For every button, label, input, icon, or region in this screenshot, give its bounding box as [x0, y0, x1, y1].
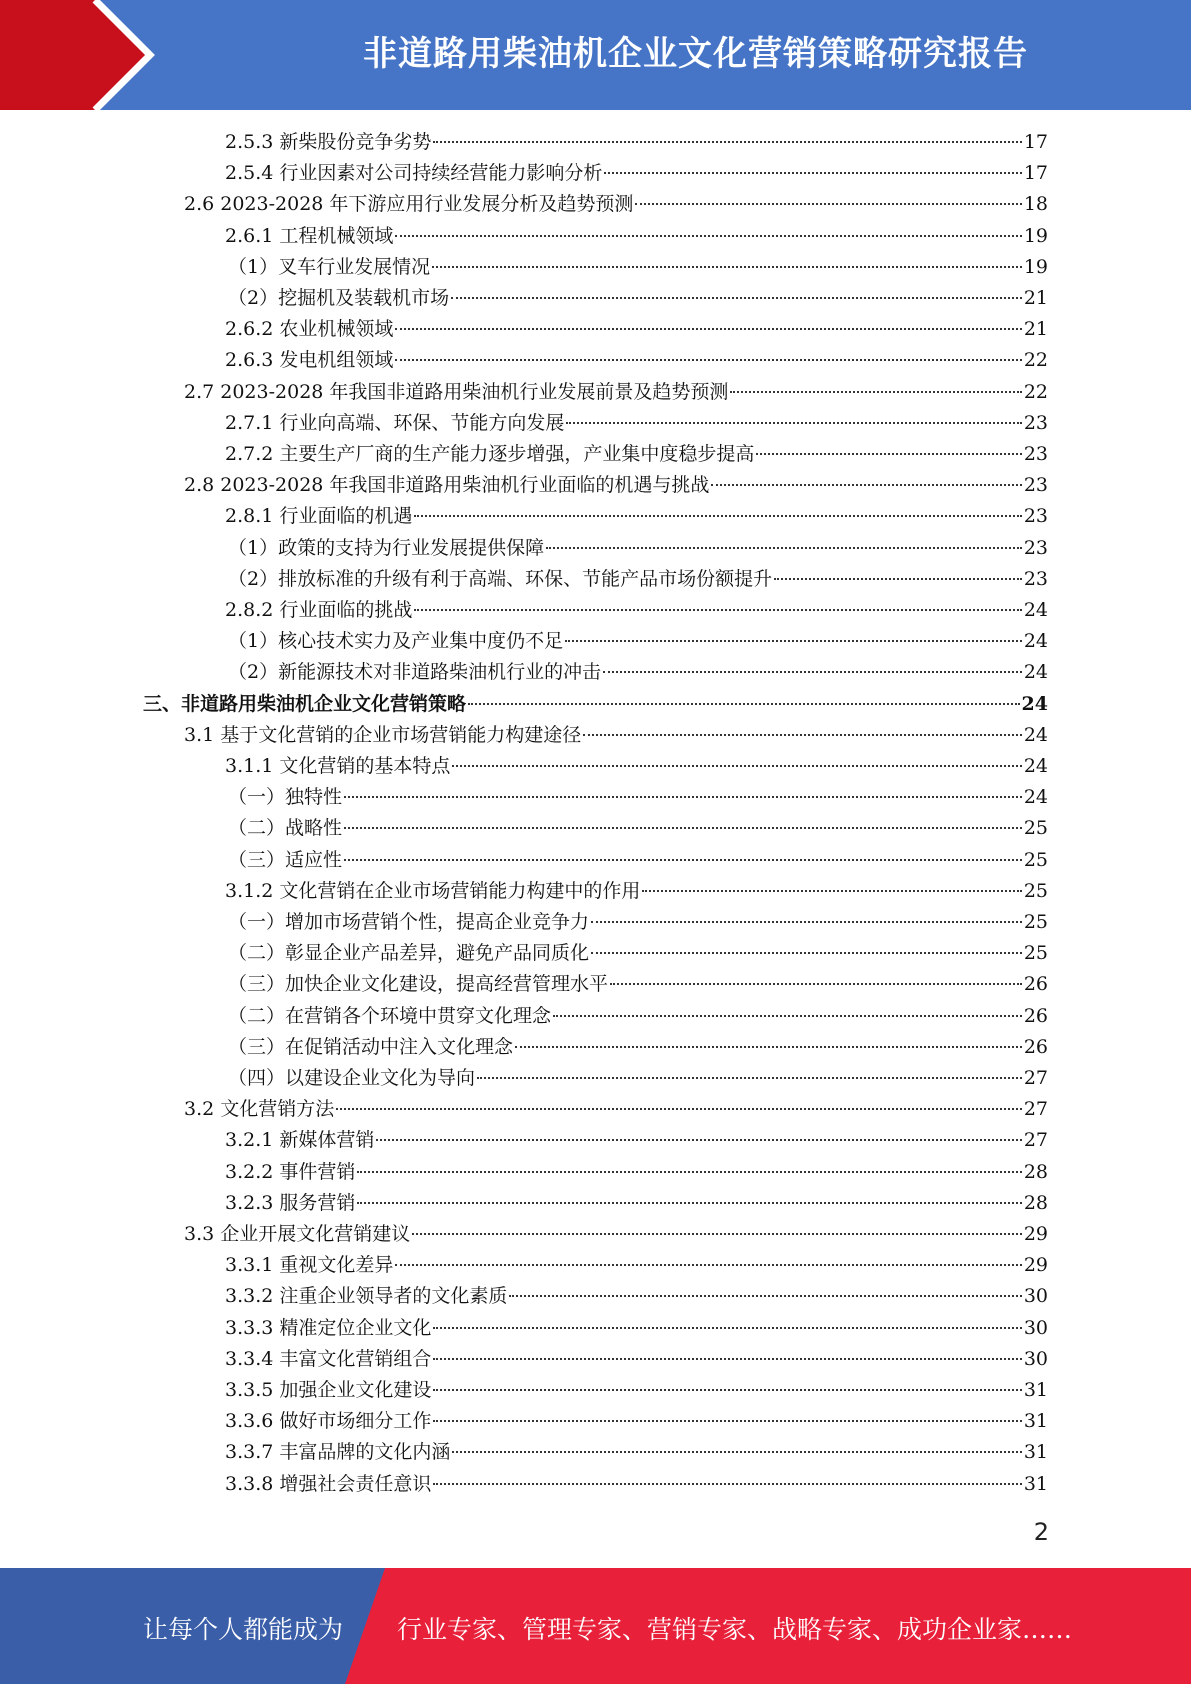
toc-entry-page: 23	[1023, 567, 1048, 590]
toc-entry-page: 31	[1023, 1410, 1048, 1433]
toc-entry[interactable]	[225, 127, 1048, 158]
toc-entry-title: （三）适应性	[228, 848, 343, 871]
toc-entry-title: 2.7 2023-2028 年我国非道路用柴油机行业发展前景及趋势预测	[184, 380, 729, 403]
toc-dot-leader	[635, 203, 1021, 205]
toc-dot-leader	[412, 1233, 1022, 1235]
toc-entry[interactable]	[225, 345, 1048, 376]
toc-entry[interactable]	[225, 1313, 1048, 1344]
toc-dot-leader	[452, 1451, 1021, 1453]
toc-entry-page: 26	[1023, 1004, 1048, 1027]
toc-entry-title: （三）加快企业文化建设，提高经营管理水平	[228, 973, 609, 996]
toc-entry[interactable]	[228, 252, 1048, 283]
toc-entry[interactable]	[225, 1469, 1048, 1500]
toc-entry-page: 27	[1023, 1129, 1048, 1152]
toc-dot-leader	[730, 391, 1021, 393]
toc-entry-page: 24	[1023, 723, 1048, 746]
toc-entry-page: 25	[1023, 911, 1048, 933]
toc-entry-page: 25	[1023, 879, 1048, 902]
toc-dot-leader	[395, 328, 1021, 330]
toc-entry[interactable]	[228, 813, 1048, 844]
footer-slogan-left: 让每个人都能成为	[143, 1615, 344, 1644]
toc-entry-title: 2.5.3 新柴股份竞争劣势	[225, 131, 432, 153]
toc-entry-page: 27	[1023, 1067, 1048, 1089]
toc-dot-leader	[344, 796, 1022, 798]
report-title: 非道路用柴油机企业文化营销策略研究报告	[363, 34, 1028, 74]
toc-entry-title: 3.3.7 丰富品牌的文化内涵	[225, 1441, 451, 1464]
toc-entry-page: 28	[1023, 1191, 1048, 1214]
toc-entry[interactable]	[225, 314, 1048, 345]
toc-entry[interactable]	[184, 189, 1048, 220]
toc-entry-title: （2）新能源技术对非道路柴油机行业的冲击	[228, 661, 602, 684]
toc-entry-title: 3.3.2 注重企业领导者的文化素质	[225, 1285, 508, 1308]
toc-entry-title: 2.5.4 行业因素对公司持续经营能力影响分析	[225, 162, 603, 185]
toc-entry[interactable]	[225, 158, 1048, 189]
toc-entry-page: 31	[1023, 1472, 1048, 1495]
toc-dot-leader	[433, 1358, 1021, 1360]
toc-dot-leader	[591, 921, 1022, 923]
toc-entry-page: 24	[1023, 755, 1048, 777]
toc-entry-title: 2.6.2 农业机械领域	[225, 318, 394, 341]
toc-entry[interactable]	[225, 1406, 1048, 1437]
toc-entry-page: 30	[1023, 1316, 1048, 1339]
toc-entry-page: 24	[1023, 786, 1048, 809]
toc-dot-leader	[604, 172, 1021, 174]
toc-entry-title: 3.3.8 增强社会责任意识	[225, 1472, 432, 1495]
toc-entry[interactable]	[228, 657, 1048, 688]
toc-dot-leader	[756, 453, 1021, 455]
toc-entry[interactable]	[184, 377, 1048, 408]
toc-dot-leader	[395, 1264, 1021, 1266]
toc-entry[interactable]	[184, 1094, 1048, 1125]
toc-entry[interactable]	[228, 626, 1048, 657]
toc-entry[interactable]	[225, 408, 1048, 439]
toc-entry-title: （三）在促销活动中注入文化理念	[228, 1035, 514, 1058]
toc-entry[interactable]	[143, 689, 1048, 720]
toc-dot-leader	[336, 1108, 1022, 1110]
toc-entry-page: 23	[1023, 411, 1048, 434]
toc-entry-title: （一）独特性	[228, 786, 343, 809]
toc-entry[interactable]	[228, 1032, 1048, 1063]
toc-entry-title: 3.1.1 文化营销的基本特点	[225, 755, 451, 777]
page-header	[0, 0, 1191, 110]
toc-entry-page: 22	[1023, 349, 1048, 372]
toc-entry[interactable]	[228, 283, 1048, 314]
toc-entry-page: 28	[1023, 1160, 1048, 1183]
toc-dot-leader	[515, 1046, 1022, 1048]
toc-dot-leader	[357, 1202, 1021, 1204]
toc-dot-leader	[433, 1327, 1021, 1329]
toc-dot-leader	[344, 827, 1022, 829]
toc-entry-title: （二）在营销各个环境中贯穿文化理念	[228, 1004, 552, 1027]
toc-dot-leader	[509, 1295, 1021, 1297]
toc-entry-title: （2）排放标准的升级有利于高端、环保、节能产品市场份额提升	[228, 567, 773, 590]
toc-entry[interactable]	[225, 1344, 1048, 1375]
toc-entry-title: 2.8.1 行业面临的机遇	[225, 505, 413, 528]
toc-entry-page: 17	[1023, 162, 1048, 185]
toc-entry[interactable]	[225, 501, 1048, 532]
toc-entry[interactable]	[184, 470, 1048, 501]
toc-entry-page: 29	[1023, 1223, 1048, 1245]
toc-dot-leader	[414, 515, 1021, 517]
toc-entry-page: 22	[1023, 380, 1048, 403]
toc-entry-title: 2.6.1 工程机械领域	[225, 224, 394, 247]
toc-entry[interactable]	[228, 564, 1048, 595]
toc-dot-leader	[433, 1389, 1021, 1391]
toc-entry[interactable]	[228, 1001, 1048, 1032]
toc-entry-title: 三、非道路用柴油机企业文化营销策略	[143, 692, 467, 715]
toc-entry-title: （2）挖掘机及装载机市场	[228, 287, 450, 309]
toc-dot-leader	[565, 640, 1022, 642]
toc-entry-title: 3.1.2 文化营销在企业市场营销能力构建中的作用	[225, 879, 641, 902]
toc-entry[interactable]	[184, 720, 1048, 751]
toc-entry-title: （1）核心技术实力及产业集中度仍不足	[228, 630, 564, 653]
toc-dot-leader	[603, 671, 1022, 673]
toc-entry[interactable]	[225, 1188, 1048, 1219]
toc-entry-title: （四）以建设企业文化为导向	[228, 1067, 476, 1089]
toc-entry-page: 21	[1023, 318, 1048, 341]
toc-dot-leader	[610, 983, 1022, 985]
toc-dot-leader	[395, 359, 1021, 361]
toc-entry[interactable]	[225, 595, 1048, 626]
toc-entry-page: 23	[1023, 443, 1048, 465]
toc-dot-leader	[553, 1015, 1022, 1017]
toc-entry-title: 2.6.3 发电机组领域	[225, 349, 394, 372]
toc-entry-title: 3.1 基于文化营销的企业市场营销能力构建途径	[184, 723, 582, 746]
toc-entry-title: 2.6 2023-2028 年下游应用行业发展分析及趋势预测	[184, 193, 634, 216]
toc-entry-title: 3.2.3 服务营销	[225, 1191, 356, 1214]
toc-dot-leader	[591, 952, 1022, 954]
toc-entry-page: 30	[1023, 1285, 1048, 1308]
toc-dot-leader	[357, 1171, 1021, 1173]
toc-entry-page: 24	[1023, 630, 1048, 653]
toc-entry[interactable]	[228, 969, 1048, 1000]
toc-dot-leader	[432, 266, 1022, 268]
toc-dot-leader	[546, 547, 1022, 549]
toc-entry-page: 23	[1023, 474, 1048, 497]
toc-entry-page: 18	[1023, 193, 1048, 216]
toc-entry-page: 30	[1023, 1347, 1048, 1370]
toc-entry-title: 3.3.5 加强企业文化建设	[225, 1379, 432, 1401]
toc-entry-page: 23	[1023, 536, 1048, 559]
toc-entry-title: （一）增加市场营销个性，提高企业竞争力	[228, 911, 590, 933]
toc-dot-leader	[433, 1483, 1021, 1485]
toc-entry[interactable]	[225, 1125, 1048, 1156]
toc-dot-leader	[711, 484, 1021, 486]
toc-dot-leader	[452, 765, 1021, 767]
toc-entry[interactable]	[225, 751, 1048, 782]
toc-entry-page: 31	[1023, 1441, 1048, 1464]
toc-entry[interactable]	[228, 533, 1048, 564]
toc-dot-leader	[477, 1077, 1022, 1079]
toc-dot-leader	[344, 859, 1022, 861]
toc-entry-page: 26	[1023, 1035, 1048, 1058]
toc-entry[interactable]	[228, 1063, 1048, 1094]
toc-entry-title: （二）战略性	[228, 817, 343, 840]
toc-entry-page: 19	[1023, 224, 1048, 247]
toc-entry[interactable]	[225, 221, 1048, 252]
toc-entry-page: 25	[1023, 848, 1048, 871]
toc-entry-title: 2.7.1 行业向高端、环保、节能方向发展	[225, 411, 565, 434]
toc-entry-title: 2.8 2023-2028 年我国非道路用柴油机行业面临的机遇与挑战	[184, 474, 710, 497]
toc-dot-leader	[433, 1420, 1021, 1422]
toc-entry-title: 3.2 文化营销方法	[184, 1098, 335, 1121]
toc-entry-page: 29	[1023, 1254, 1048, 1277]
toc-entry-page: 25	[1023, 942, 1048, 965]
toc-entry-page: 25	[1023, 817, 1048, 840]
toc-entry[interactable]	[228, 845, 1048, 876]
toc-entry[interactable]	[225, 1157, 1048, 1188]
toc-entry[interactable]	[225, 876, 1048, 907]
toc-entry-title: 2.8.2 行业面临的挑战	[225, 599, 413, 621]
toc-dot-leader	[468, 703, 1020, 705]
toc-entry[interactable]	[225, 1250, 1048, 1281]
toc-entry-title: 3.3 企业开展文化营销建议	[184, 1223, 411, 1245]
toc-entry-title: 3.3.3 精准定位企业文化	[225, 1316, 432, 1339]
toc-entry-title: 2.7.2 主要生产厂商的生产能力逐步增强，产业集中度稳步提高	[225, 443, 755, 465]
toc-entry-title: （1）叉车行业发展情况	[228, 255, 431, 278]
toc-dot-leader	[433, 141, 1021, 143]
page-footer	[0, 1568, 1191, 1684]
toc-entry-title: 3.2.2 事件营销	[225, 1160, 356, 1183]
footer-slogan-right: 行业专家、管理专家、营销专家、战略专家、成功企业家……	[397, 1615, 1073, 1644]
toc-entry[interactable]	[225, 439, 1048, 470]
toc-entry-page: 24	[1023, 599, 1048, 621]
toc-entry[interactable]	[225, 1281, 1048, 1312]
toc-dot-leader	[642, 890, 1021, 892]
toc-entry-title: 3.2.1 新媒体营销	[225, 1129, 375, 1152]
toc-entry-page: 23	[1023, 505, 1048, 528]
toc-entry-title: （1）政策的支持为行业发展提供保障	[228, 536, 545, 559]
toc-entry[interactable]	[225, 1437, 1048, 1468]
toc-dot-leader	[566, 422, 1021, 424]
toc-entry-page: 17	[1023, 131, 1048, 153]
toc-dot-leader	[451, 297, 1022, 299]
toc-dot-leader	[774, 578, 1022, 580]
toc-entry[interactable]	[184, 1219, 1048, 1250]
toc-entry-page: 26	[1023, 973, 1048, 996]
toc-entry-title: （二）彰显企业产品差异，避免产品同质化	[228, 942, 590, 965]
toc-entry-page: 31	[1023, 1379, 1048, 1401]
toc-dot-leader	[376, 1139, 1021, 1141]
toc-entry-title: 3.3.4 丰富文化营销组合	[225, 1347, 432, 1370]
toc-entry[interactable]	[228, 938, 1048, 969]
toc-entry-page: 21	[1023, 287, 1048, 309]
toc-entry[interactable]	[228, 782, 1048, 813]
toc-entry[interactable]	[228, 907, 1048, 938]
page-number: 2	[1033, 1518, 1049, 1546]
toc-dot-leader	[583, 734, 1022, 736]
toc-entry-title: 3.3.1 重视文化差异	[225, 1254, 394, 1277]
toc-entry-title: 3.3.6 做好市场细分工作	[225, 1410, 432, 1433]
toc-entry-page: 24	[1021, 692, 1048, 715]
toc-entry-page: 19	[1023, 255, 1048, 278]
toc-dot-leader	[395, 235, 1021, 237]
toc-dot-leader	[414, 609, 1021, 611]
toc-entry-page: 27	[1023, 1098, 1048, 1121]
toc-entry[interactable]	[225, 1375, 1048, 1406]
toc-entry-page: 24	[1023, 661, 1048, 684]
